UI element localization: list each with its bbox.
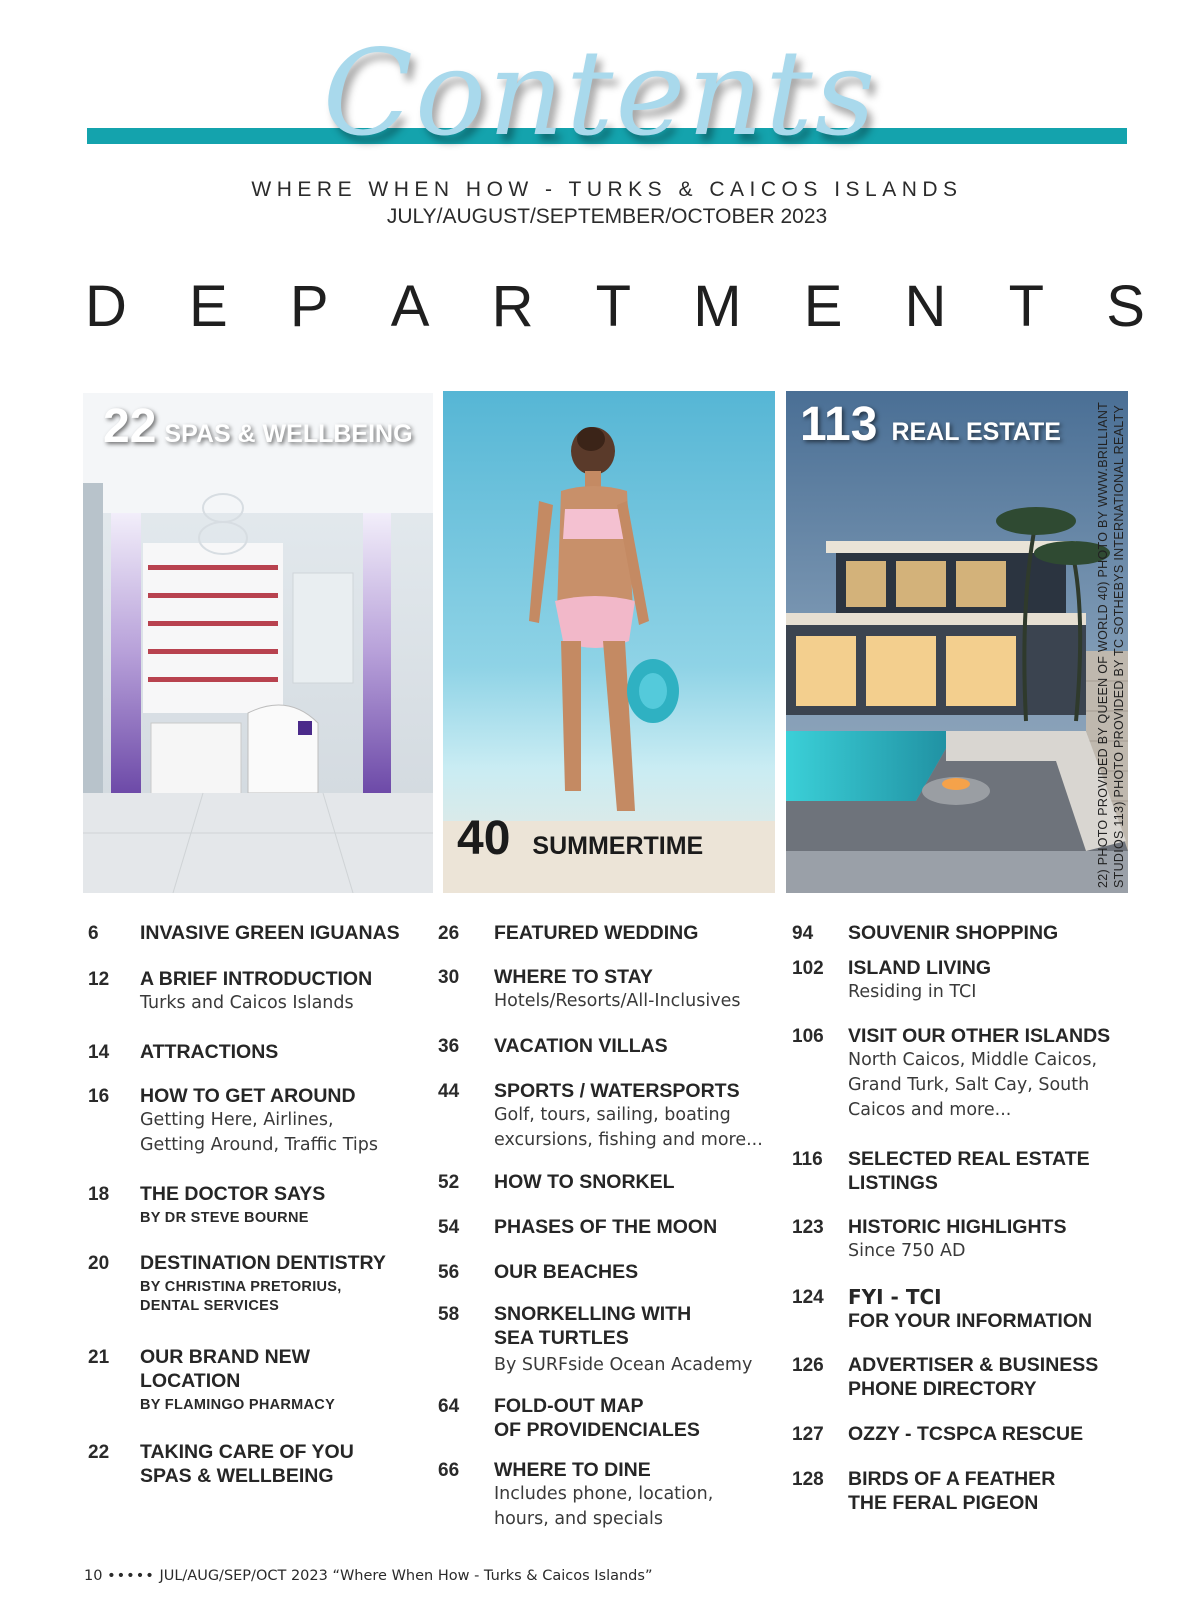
toc-title: VISIT OUR OTHER ISLANDS (848, 1025, 1111, 1047)
toc-title: HISTORIC HIGHLIGHTS (848, 1216, 1067, 1238)
toc-page-number: 52 (438, 1172, 460, 1193)
toc-title: VACATION VILLAS (494, 1035, 668, 1057)
page-footer (84, 1568, 884, 1584)
toc-page-number: 54 (438, 1217, 460, 1238)
photo-credit-line: 22) PHOTO PROVIDED BY QUEEN OF WORLD 40) PHOTO BY WWW.BRILLIANT (1096, 401, 1110, 888)
toc-title: FOR YOUR INFORMATION (848, 1310, 1093, 1332)
toc-title: DESTINATION DENTISTRY (140, 1252, 386, 1274)
toc-description: Hotels/Resorts/All-Inclusives (494, 991, 741, 1011)
toc-page-number: 14 (88, 1042, 110, 1063)
toc-title: HOW TO GET AROUND (140, 1085, 356, 1107)
toc-description: Residing in TCI (848, 982, 977, 1002)
toc-title: WHERE TO DINE (494, 1459, 651, 1481)
toc-title: PHONE DIRECTORY (848, 1378, 1037, 1400)
toc-page-number: 106 (792, 1026, 824, 1047)
toc-page-number: 30 (438, 967, 460, 988)
toc-page-number: 124 (792, 1287, 824, 1308)
toc-title: SPORTS / WATERSPORTS (494, 1080, 740, 1102)
section-heading-letter: R (491, 274, 534, 339)
toc-page-number: 94 (792, 923, 814, 944)
section-heading-letter: E (803, 274, 843, 339)
toc-title: OUR BRAND NEW (140, 1346, 311, 1368)
footer-page-number: 10 (84, 1568, 103, 1584)
toc-title: OUR BEACHES (494, 1261, 639, 1283)
toc-title: SELECTED REAL ESTATE (848, 1148, 1090, 1170)
toc-description: North Caicos, Middle Caicos, (848, 1050, 1098, 1070)
feature-label: SUMMERTIME (532, 832, 704, 860)
feature-page-number: 40 (457, 812, 511, 865)
page-title: Contents (322, 24, 878, 162)
toc-page-number: 58 (438, 1304, 460, 1325)
toc-page-number: 12 (88, 969, 110, 990)
toc-title: FYI - TCI (848, 1285, 942, 1309)
issue-date: JULY/AUGUST/SEPTEMBER/OCTOBER 2023 (386, 205, 828, 228)
section-heading-letter: M (693, 274, 742, 339)
toc-title: A BRIEF INTRODUCTION (140, 968, 373, 990)
footer-dots: ••••• (107, 1568, 155, 1584)
toc-page-number: 102 (792, 958, 824, 979)
feature-caption-summertime (457, 811, 703, 866)
toc-title: ADVERTISER & BUSINESS (848, 1354, 1099, 1376)
feature-caption-real-estate (800, 397, 1061, 452)
toc-title: FEATURED WEDDING (494, 922, 699, 944)
feature-label: SPAS & WELLBEING (164, 420, 413, 448)
toc-page-number: 56 (438, 1262, 460, 1283)
toc-title: LOCATION (140, 1370, 241, 1392)
section-heading-letter: T (1008, 274, 1045, 339)
toc-byline: BY FLAMINGO PHARMACY (140, 1397, 336, 1413)
feature-label: REAL ESTATE (891, 418, 1061, 446)
toc-page-number: 123 (792, 1217, 824, 1238)
toc-description: Since 750 AD (848, 1241, 966, 1261)
toc-title: OZZY - TCSPCA RESCUE (848, 1423, 1084, 1445)
toc-description: Includes phone, location, (494, 1484, 714, 1504)
toc-description: Turks and Caicos Islands (140, 993, 354, 1013)
toc-page-number: 127 (792, 1424, 824, 1445)
toc-title: LISTINGS (848, 1172, 938, 1194)
feature-page-number: 22 (103, 400, 157, 453)
section-heading (85, 272, 1145, 342)
toc-page-number: 64 (438, 1396, 460, 1417)
toc-description: Grand Turk, Salt Cay, South (848, 1075, 1090, 1095)
toc-page-number: 116 (792, 1149, 823, 1170)
toc-title: ISLAND LIVING (848, 957, 992, 979)
toc-title: FOLD-OUT MAP (494, 1395, 644, 1417)
toc-page-number: 36 (438, 1036, 460, 1057)
toc-title: SOUVENIR SHOPPING (848, 922, 1059, 944)
photo-credit-line: STUDIOS 113) PHOTO PROVIDED BY TC SOTHEBYS INTERNATIONAL REALTY (1112, 404, 1126, 888)
toc-title: ATTRACTIONS (140, 1041, 279, 1063)
toc-title: HOW TO SNORKEL (494, 1171, 675, 1193)
toc-title: THE FERAL PIGEON (848, 1492, 1039, 1514)
section-heading-letter: P (289, 274, 329, 339)
toc-description: Getting Here, Airlines, (140, 1110, 334, 1130)
toc-description: Golf, tours, sailing, boating (494, 1105, 731, 1125)
toc-page-number: 16 (88, 1086, 110, 1107)
section-heading-letter: D (85, 274, 127, 339)
photo-credit (1095, 398, 1155, 888)
toc-title: SPAS & WELLBEING (140, 1465, 334, 1487)
toc-page-number: 26 (438, 923, 460, 944)
section-heading-letter: N (904, 274, 947, 339)
toc-title: OF PROVIDENCIALES (494, 1419, 700, 1441)
toc-page-number: 66 (438, 1460, 460, 1481)
summertime-photo (443, 391, 775, 893)
toc-title: INVASIVE GREEN IGUANAS (140, 922, 400, 944)
section-heading-letter: S (1106, 274, 1145, 339)
toc-page-number: 21 (88, 1347, 110, 1368)
toc-page-number: 20 (88, 1253, 110, 1274)
toc-title: PHASES OF THE MOON (494, 1216, 718, 1238)
toc-description: excursions, fishing and more... (494, 1130, 763, 1150)
section-heading-letter: A (390, 274, 430, 339)
real-estate-photo (786, 391, 1128, 893)
toc-page-number: 6 (88, 923, 99, 944)
toc-description: hours, and specials (494, 1509, 663, 1529)
toc-page-number: 22 (88, 1442, 110, 1463)
toc-page-number: 44 (438, 1081, 460, 1102)
feature-page-number: 113 (800, 398, 878, 451)
toc-title: SEA TURTLES (494, 1327, 629, 1349)
toc-page-number: 128 (792, 1469, 824, 1490)
spa-photo (83, 393, 433, 893)
section-heading-letter: E (189, 274, 228, 339)
section-heading-letter: T (595, 274, 632, 339)
toc-title: SNORKELLING WITH (494, 1303, 692, 1325)
toc-byline: BY CHRISTINA PRETORIUS, (140, 1279, 342, 1295)
toc-title: WHERE TO STAY (494, 966, 653, 988)
toc-page-number: 126 (792, 1355, 824, 1376)
toc-description: Getting Around, Traffic Tips (140, 1135, 378, 1155)
toc-title: TAKING CARE OF YOU (140, 1441, 354, 1463)
toc-byline: DENTAL SERVICES (140, 1298, 280, 1314)
toc-description: By SURFside Ocean Academy (494, 1355, 753, 1375)
feature-caption-spas (103, 399, 413, 454)
magazine-name: WHERE WHEN HOW - TURKS & CAICOS ISLANDS (251, 178, 963, 201)
toc-title: BIRDS OF A FEATHER (848, 1468, 1056, 1490)
toc-description: Caicos and more... (848, 1100, 1012, 1120)
footer-text: JUL/AUG/SEP/OCT 2023 “Where When How - Turks & Caicos Islands” (159, 1568, 653, 1584)
toc-title: THE DOCTOR SAYS (140, 1183, 326, 1205)
toc-page-number: 18 (88, 1184, 110, 1205)
toc-byline: BY DR STEVE BOURNE (140, 1210, 309, 1226)
